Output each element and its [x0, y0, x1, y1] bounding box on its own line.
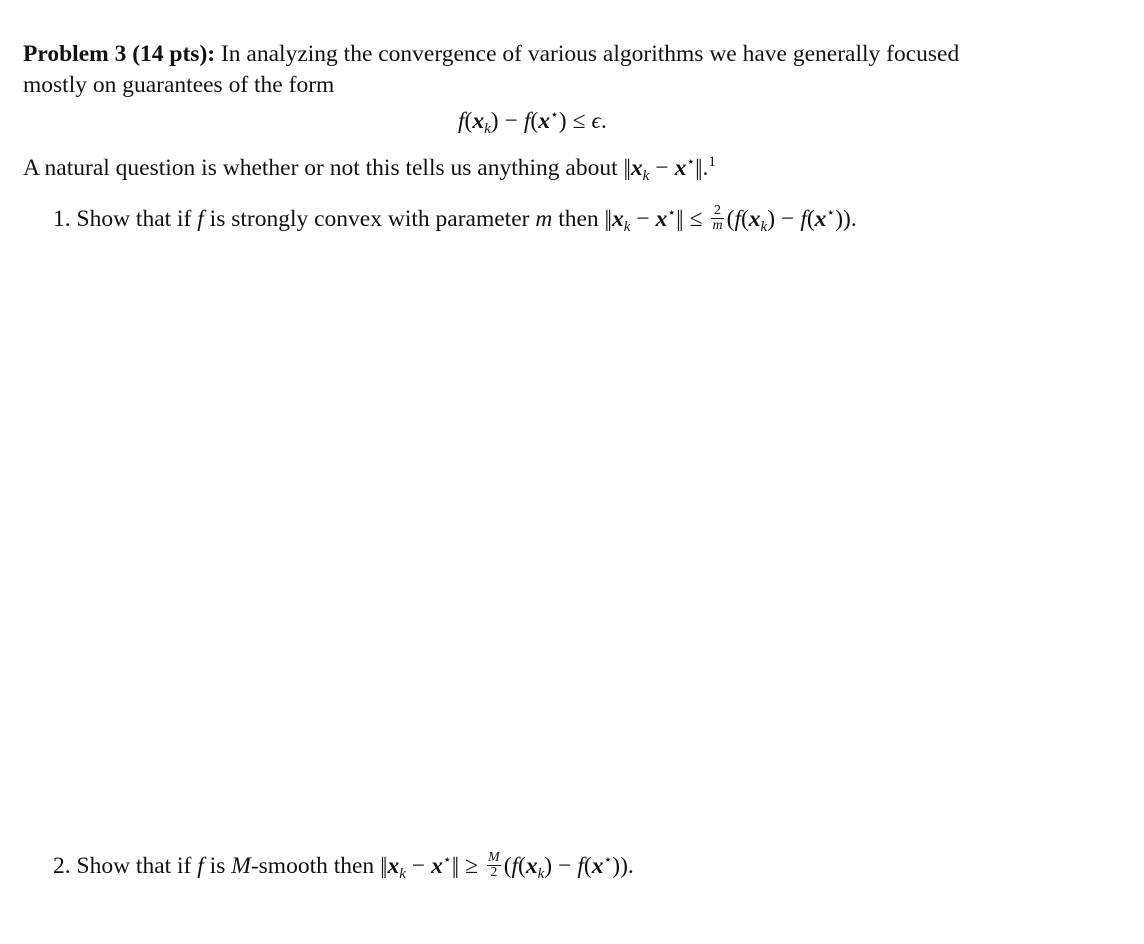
item-text: is — [209, 853, 226, 879]
display-equation: $f(x_k) - f(x^⋆) \le \epsilon$. — [458, 108, 607, 137]
problem-intro-2: mostly on guarantees of the form — [23, 72, 335, 98]
item-text: then — [558, 206, 599, 232]
problem-statement-line-2 — [23, 70, 334, 100]
fraction: $\frac{2}{m}$ — [712, 203, 723, 234]
item-inequality: $||x_k - x^⋆||$ ≤ $\frac{2}{m}$ $(f(x_k) - f(x^⋆))$. — [604, 203, 857, 235]
footnote-mark: 1 — [708, 154, 716, 170]
problem-heading: Problem 3 (14 pts): — [23, 41, 216, 67]
list-item: 1. Show that if f is strongly convex with parameter m then $||x_k - x^⋆||$ ≤ $\frac{2}{m}$ $(f(x_k) - f(x^⋆))$. — [53, 203, 857, 235]
item-text: Show that if — [76, 206, 192, 232]
item-inequality: $||x_k - x^⋆||$ ≥ $\frac{M}{2}$ $(f(x_k) - f(x^⋆))$. — [380, 850, 634, 882]
fraction: $\frac{M}{2}$ — [488, 850, 500, 881]
list-item: 2. Show that if f is M-smooth then $||x_k - x^⋆||$ ≥ $\frac{M}{2}$ $(f(x_k) - f(x^⋆))$. — [53, 850, 634, 882]
item-number: 2. — [53, 853, 71, 879]
question-line — [23, 147, 716, 191]
item-param: m — [535, 206, 553, 232]
item-number: 1. — [53, 206, 71, 232]
question-text: A natural question is whether or not this tells us anything about — [23, 155, 618, 181]
item-text: -smooth then — [250, 853, 375, 879]
item-param: M — [231, 853, 251, 879]
item-text: Show that if — [76, 853, 192, 879]
problem-intro-1: In analyzing the convergence of various algorithms we have generally focused — [220, 41, 960, 67]
problem-statement-line-1 — [23, 39, 959, 69]
norm-expression: $||x_k - x^⋆||.^1$ — [623, 154, 716, 184]
item-text: is strongly convex with parameter — [209, 206, 530, 232]
